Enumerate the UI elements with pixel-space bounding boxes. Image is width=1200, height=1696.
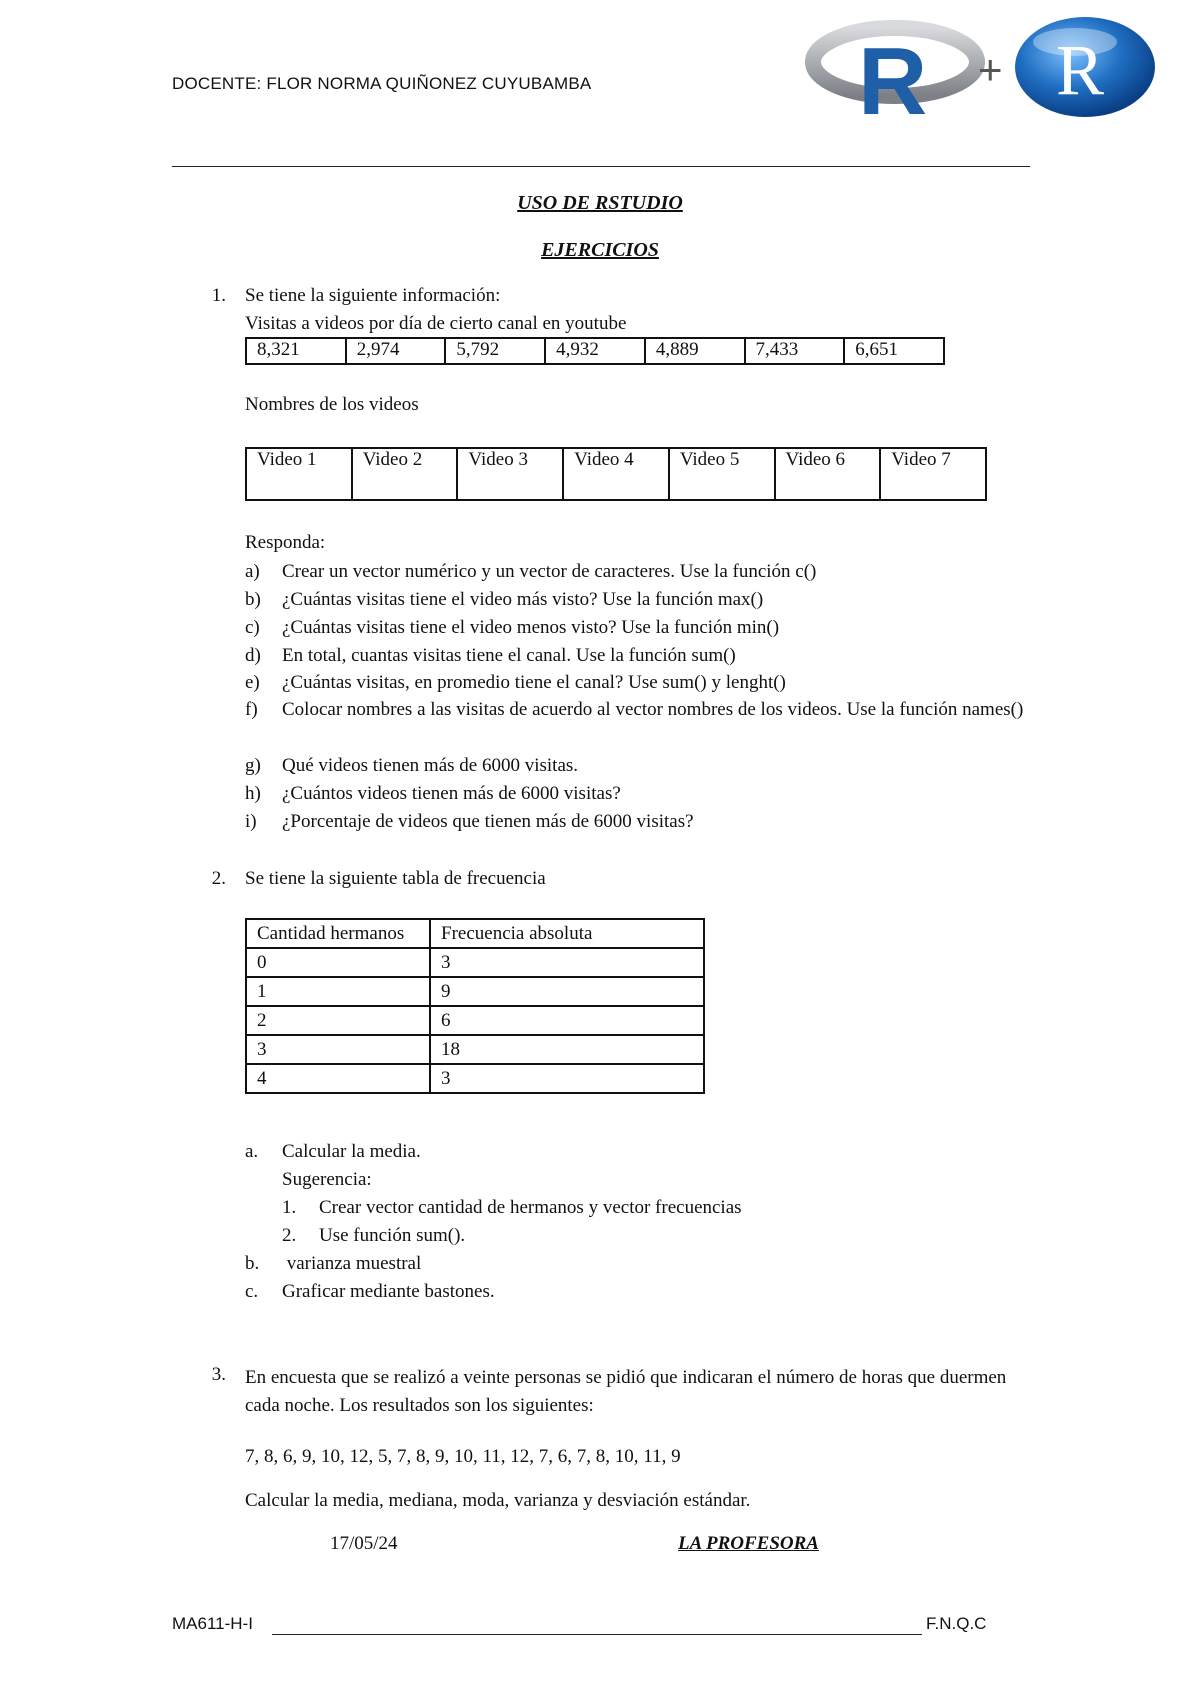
task-text: varianza muestral: [282, 1253, 422, 1274]
table-row: [246, 948, 704, 977]
names-label: Nombres de los videos: [245, 394, 419, 415]
footer-course-code: MA611-H-I: [172, 1614, 253, 1633]
table-cell: 0: [246, 948, 430, 977]
footer-initials: F.N.Q.C: [926, 1614, 987, 1633]
visits-table: [245, 337, 945, 365]
names-cell: Video 2: [352, 448, 458, 500]
names-cell: Video 6: [775, 448, 881, 500]
task-label: c.: [245, 1281, 259, 1302]
exercise-3-number: 3.: [211, 1364, 226, 1385]
suggestion-text: Crear vector cantidad de hermanos y vector frecuencias: [319, 1197, 742, 1218]
visits-cell: 4,889: [645, 338, 745, 364]
table-cell: 3: [430, 948, 704, 977]
table-row: [246, 1035, 704, 1064]
question-label: e): [245, 672, 260, 693]
question-label: b): [245, 589, 261, 610]
exercise-3-task: Calcular la media, mediana, moda, varianza y desviación estándar.: [245, 1490, 751, 1511]
sleep-hours-data: 7, 8, 6, 9, 10, 12, 5, 7, 8, 9, 10, 11, 12, 7, 6, 7, 8, 10, 11, 9: [245, 1446, 681, 1467]
suggestion-label: Sugerencia:: [282, 1169, 372, 1190]
r-plus-r-logo: [800, 14, 1160, 120]
table-cell: 3: [430, 1064, 704, 1093]
table-cell: 1: [246, 977, 430, 1006]
names-cell: Video 4: [563, 448, 669, 500]
exercise-2-number: 2.: [211, 868, 226, 889]
visits-cell: 2,974: [346, 338, 446, 364]
task-text: Calcular la media.: [282, 1141, 421, 1162]
question-label: i): [245, 811, 257, 832]
visits-cell: 6,651: [844, 338, 944, 364]
table-cell: 6: [430, 1006, 704, 1035]
table-cell: 4: [246, 1064, 430, 1093]
visits-label: Visitas a videos por día de cierto canal en youtube: [245, 313, 627, 334]
signature: LA PROFESORA: [678, 1533, 819, 1554]
task-label: b.: [245, 1253, 260, 1274]
names-cell: Video 5: [669, 448, 775, 500]
visits-cell: 8,321: [246, 338, 346, 364]
names-cell: Video 3: [457, 448, 563, 500]
respond-label: Responda:: [245, 532, 326, 553]
question-text: ¿Porcentaje de videos que tienen más de 6000 visitas?: [282, 811, 694, 832]
question-label: g): [245, 755, 261, 776]
table-cell: 18: [430, 1035, 704, 1064]
suggestion-text: Use función sum().: [319, 1225, 466, 1246]
header-docente: DOCENTE: FLOR NORMA QUIÑONEZ CUYUBAMBA: [172, 74, 592, 93]
visits-cell: 4,932: [545, 338, 645, 364]
table-row: [246, 1064, 704, 1093]
table-header-cell: Cantidad hermanos: [246, 919, 430, 948]
frequency-table: [245, 918, 705, 1094]
question-label: c): [245, 617, 260, 638]
suggestion-number: 1.: [282, 1197, 297, 1218]
question-text: ¿Cuántas visitas tiene el video menos visto? Use la función min(): [282, 617, 780, 638]
names-table: [245, 447, 987, 501]
exercise-3-intro: En encuesta que se realizó a veinte personas se pidió que indicaran el número de horas que duermen cada noche. Los resultados son los siguientes:: [245, 1367, 1007, 1416]
question-text: Crear un vector numérico y un vector de caracteres. Use la función c(): [282, 561, 817, 582]
question-text: Qué videos tienen más de 6000 visitas.: [282, 755, 579, 776]
page-subtitle: EJERCICIOS: [541, 239, 659, 261]
question-text: ¿Cuántas visitas tiene el video más visto? Use la función max(): [282, 589, 764, 610]
plus-icon: +: [978, 46, 1003, 93]
date: 17/05/24: [330, 1533, 398, 1554]
exercise-1-number: 1.: [211, 285, 226, 306]
question-label: h): [245, 783, 261, 804]
question-label: a): [245, 561, 260, 582]
question-label: f): [245, 699, 258, 720]
table-row: [246, 977, 704, 1006]
question-text: Colocar nombres a las visitas de acuerdo al vector nombres de los videos. Use la función names(): [282, 699, 1024, 720]
table-row: [246, 1006, 704, 1035]
page-title: USO DE RSTUDIO: [517, 192, 683, 214]
header-divider: [172, 166, 1030, 167]
table-cell: 9: [430, 977, 704, 1006]
exercise-1-intro: Se tiene la siguiente información:: [245, 285, 501, 306]
table-cell: 3: [246, 1035, 430, 1064]
task-text: Graficar mediante bastones.: [282, 1281, 495, 1302]
table-header-cell: Frecuencia absoluta: [430, 919, 704, 948]
r-logo-letter-icon: R: [858, 28, 928, 120]
visits-cell: 5,792: [445, 338, 545, 364]
names-cell: Video 7: [880, 448, 986, 500]
exercise-2-intro: Se tiene la siguiente tabla de frecuencia: [245, 868, 546, 889]
question-text: ¿Cuántos videos tienen más de 6000 visitas?: [282, 783, 621, 804]
footer-divider: [272, 1634, 922, 1635]
task-label: a.: [245, 1141, 259, 1162]
visits-cell: 7,433: [745, 338, 845, 364]
question-label: d): [245, 645, 261, 666]
r-ball-letter-icon: R: [1056, 30, 1105, 110]
question-text: En total, cuantas visitas tiene el canal. Use la función sum(): [282, 645, 736, 666]
table-cell: 2: [246, 1006, 430, 1035]
question-text: ¿Cuántas visitas, en promedio tiene el canal? Use sum() y lenght(): [282, 672, 786, 693]
names-cell: Video 1: [246, 448, 352, 500]
suggestion-number: 2.: [282, 1225, 297, 1246]
